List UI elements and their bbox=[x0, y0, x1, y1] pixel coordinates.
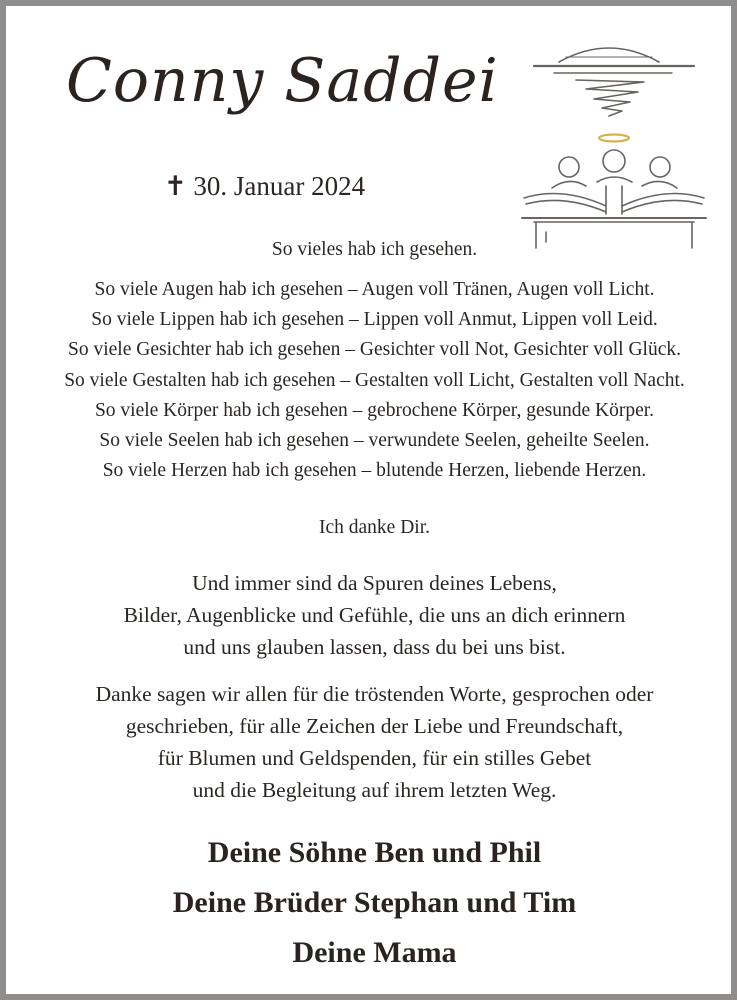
paragraph-line: Und immer sind da Spuren deines Lebens, bbox=[192, 571, 557, 595]
signature-line: Deine Söhne Ben und Phil bbox=[207, 836, 542, 869]
thanks-paragraph bbox=[12, 678, 737, 806]
signature-line: Deine Brüder Stephan und Tim bbox=[172, 886, 577, 919]
paragraph-line: Danke sagen wir allen für die tröstenden Worte, gesprochen oder bbox=[95, 682, 654, 706]
poem-verse: So viele Herzen hab ich gesehen – blutende Herzen, liebende Herzen. bbox=[102, 460, 647, 482]
mourners-signatures bbox=[12, 828, 737, 978]
poem-opening-line: So vieles hab ich gesehen. bbox=[271, 239, 478, 260]
deceased-name: Conny Saddei bbox=[66, 46, 499, 116]
poem-verses bbox=[12, 275, 737, 486]
poem-opening bbox=[12, 235, 737, 265]
poem-verse: So viele Gesichter hab ich gesehen – Gesichter voll Not, Gesichter voll Glück. bbox=[68, 339, 681, 361]
poem-verse: So viele Körper hab ich gesehen – gebrochene Körper, gesunde Körper. bbox=[94, 399, 655, 421]
paragraph-line: Bilder, Augenblicke und Gefühle, die uns an dich erinnern bbox=[123, 603, 626, 627]
poem-verse: So viele Seelen hab ich gesehen – verwundete Seelen, geheilte Seelen. bbox=[99, 430, 650, 452]
death-date: ✝ 30. Januar 2024 bbox=[164, 171, 366, 201]
poem-closing-line: Ich danke Dir. bbox=[318, 517, 430, 538]
poem-verse: So viele Lippen hab ich gesehen – Lippen voll Anmut, Lippen voll Leid. bbox=[91, 309, 658, 331]
signature-line: Deine Mama bbox=[292, 936, 457, 969]
poem-closing bbox=[12, 513, 737, 543]
paragraph-line: geschrieben, für alle Zeichen der Liebe und Freundschaft, bbox=[125, 714, 624, 738]
paragraph-line: und uns glauben lassen, dass du bei uns bist. bbox=[183, 635, 566, 659]
paragraph-line: und die Begleitung auf ihrem letzten Weg. bbox=[192, 778, 557, 802]
remembrance-paragraph bbox=[12, 567, 737, 663]
poem-verse: So viele Augen hab ich gesehen – Augen voll Tränen, Augen voll Licht. bbox=[94, 279, 655, 300]
paragraph-line: für Blumen und Geldspenden, für ein stilles Gebet bbox=[157, 746, 592, 770]
poem-verse: So viele Gestalten hab ich gesehen – Gestalten voll Licht, Gestalten voll Nacht. bbox=[64, 369, 685, 391]
angel-family-sunset-icon bbox=[514, 36, 714, 251]
